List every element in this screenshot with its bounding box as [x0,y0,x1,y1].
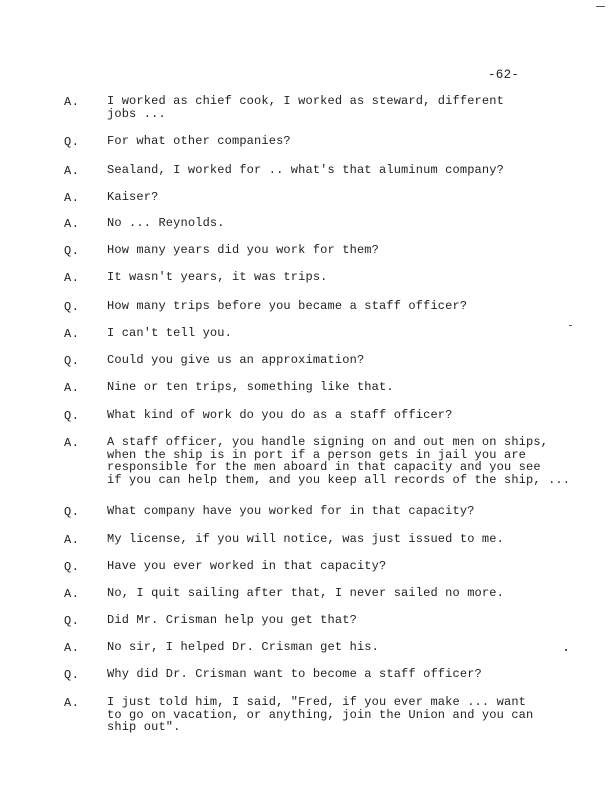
utterance-text: Why did Dr. Crisman want to become a staff officer? [107,667,482,681]
utterance-text: A staff officer, you handle signing on and out men on ships, when the ship is in port if a person gets in jail you are responsible for the men aboard in that capacity and you see if you can help them, and you keep all records of the ship, ... [107,435,571,487]
speaker-label: Q. [64,614,80,628]
scan-mark [596,6,605,7]
utterance-text: Sealand, I worked for .. what's that aluminum company? [107,163,504,177]
speaker-label: A. [64,533,80,547]
scan-mark [565,649,567,651]
utterance-text: What company have you worked for in that capacity? [107,504,475,518]
speaker-label: Q. [64,244,80,258]
scan-mark [569,325,572,326]
speaker-label: A. [64,217,80,231]
speaker-label: A. [64,436,80,450]
speaker-label: A. [64,95,80,109]
speaker-label: A. [64,641,80,655]
utterance-text: No ... Reynolds. [107,216,225,230]
speaker-label: Q. [64,354,80,368]
utterance-text: How many years did you work for them? [107,243,379,257]
utterance-text: I worked as chief cook, I worked as steward, different jobs ... [107,94,504,121]
speaker-label: A. [64,696,80,710]
utterance-text: Nine or ten trips, something like that. [107,380,394,394]
utterance-text: It wasn't years, it was trips. [107,270,328,284]
speaker-label: Q. [64,409,80,423]
utterance-text: My license, if you will notice, was just issued to me. [107,532,504,546]
speaker-label: Q. [64,505,80,519]
speaker-label: Q. [64,300,80,314]
speaker-label: A. [64,381,80,395]
utterance-text: No, I quit sailing after that, I never sailed no more. [107,586,504,600]
speaker-label: A. [64,164,80,178]
utterance-text: What kind of work do you do as a staff officer? [107,408,453,422]
utterance-text: I can't tell you. [107,326,232,340]
speaker-label: Q. [64,135,80,149]
speaker-label: A. [64,191,80,205]
speaker-label: A. [64,271,80,285]
utterance-text: How many trips before you became a staff officer? [107,299,468,313]
utterance-text: No sir, I helped Dr. Crisman get his. [107,640,379,654]
utterance-text: I just told him, I said, "Fred, if you ever make ... want to go on vacation, or anything, join the Union and you can ship out". [107,695,534,735]
speaker-label: Q. [64,560,80,574]
utterance-text: Did Mr. Crisman help you get that? [107,613,357,627]
speaker-label: A. [64,327,80,341]
utterance-text: For what other companies? [107,134,291,148]
utterance-text: Could you give us an approximation? [107,353,365,367]
speaker-label: Q. [64,668,80,682]
speaker-label: A. [64,587,80,601]
page-number: -62- [488,68,520,82]
utterance-text: Kaiser? [107,190,159,204]
utterance-text: Have you ever worked in that capacity? [107,559,387,573]
